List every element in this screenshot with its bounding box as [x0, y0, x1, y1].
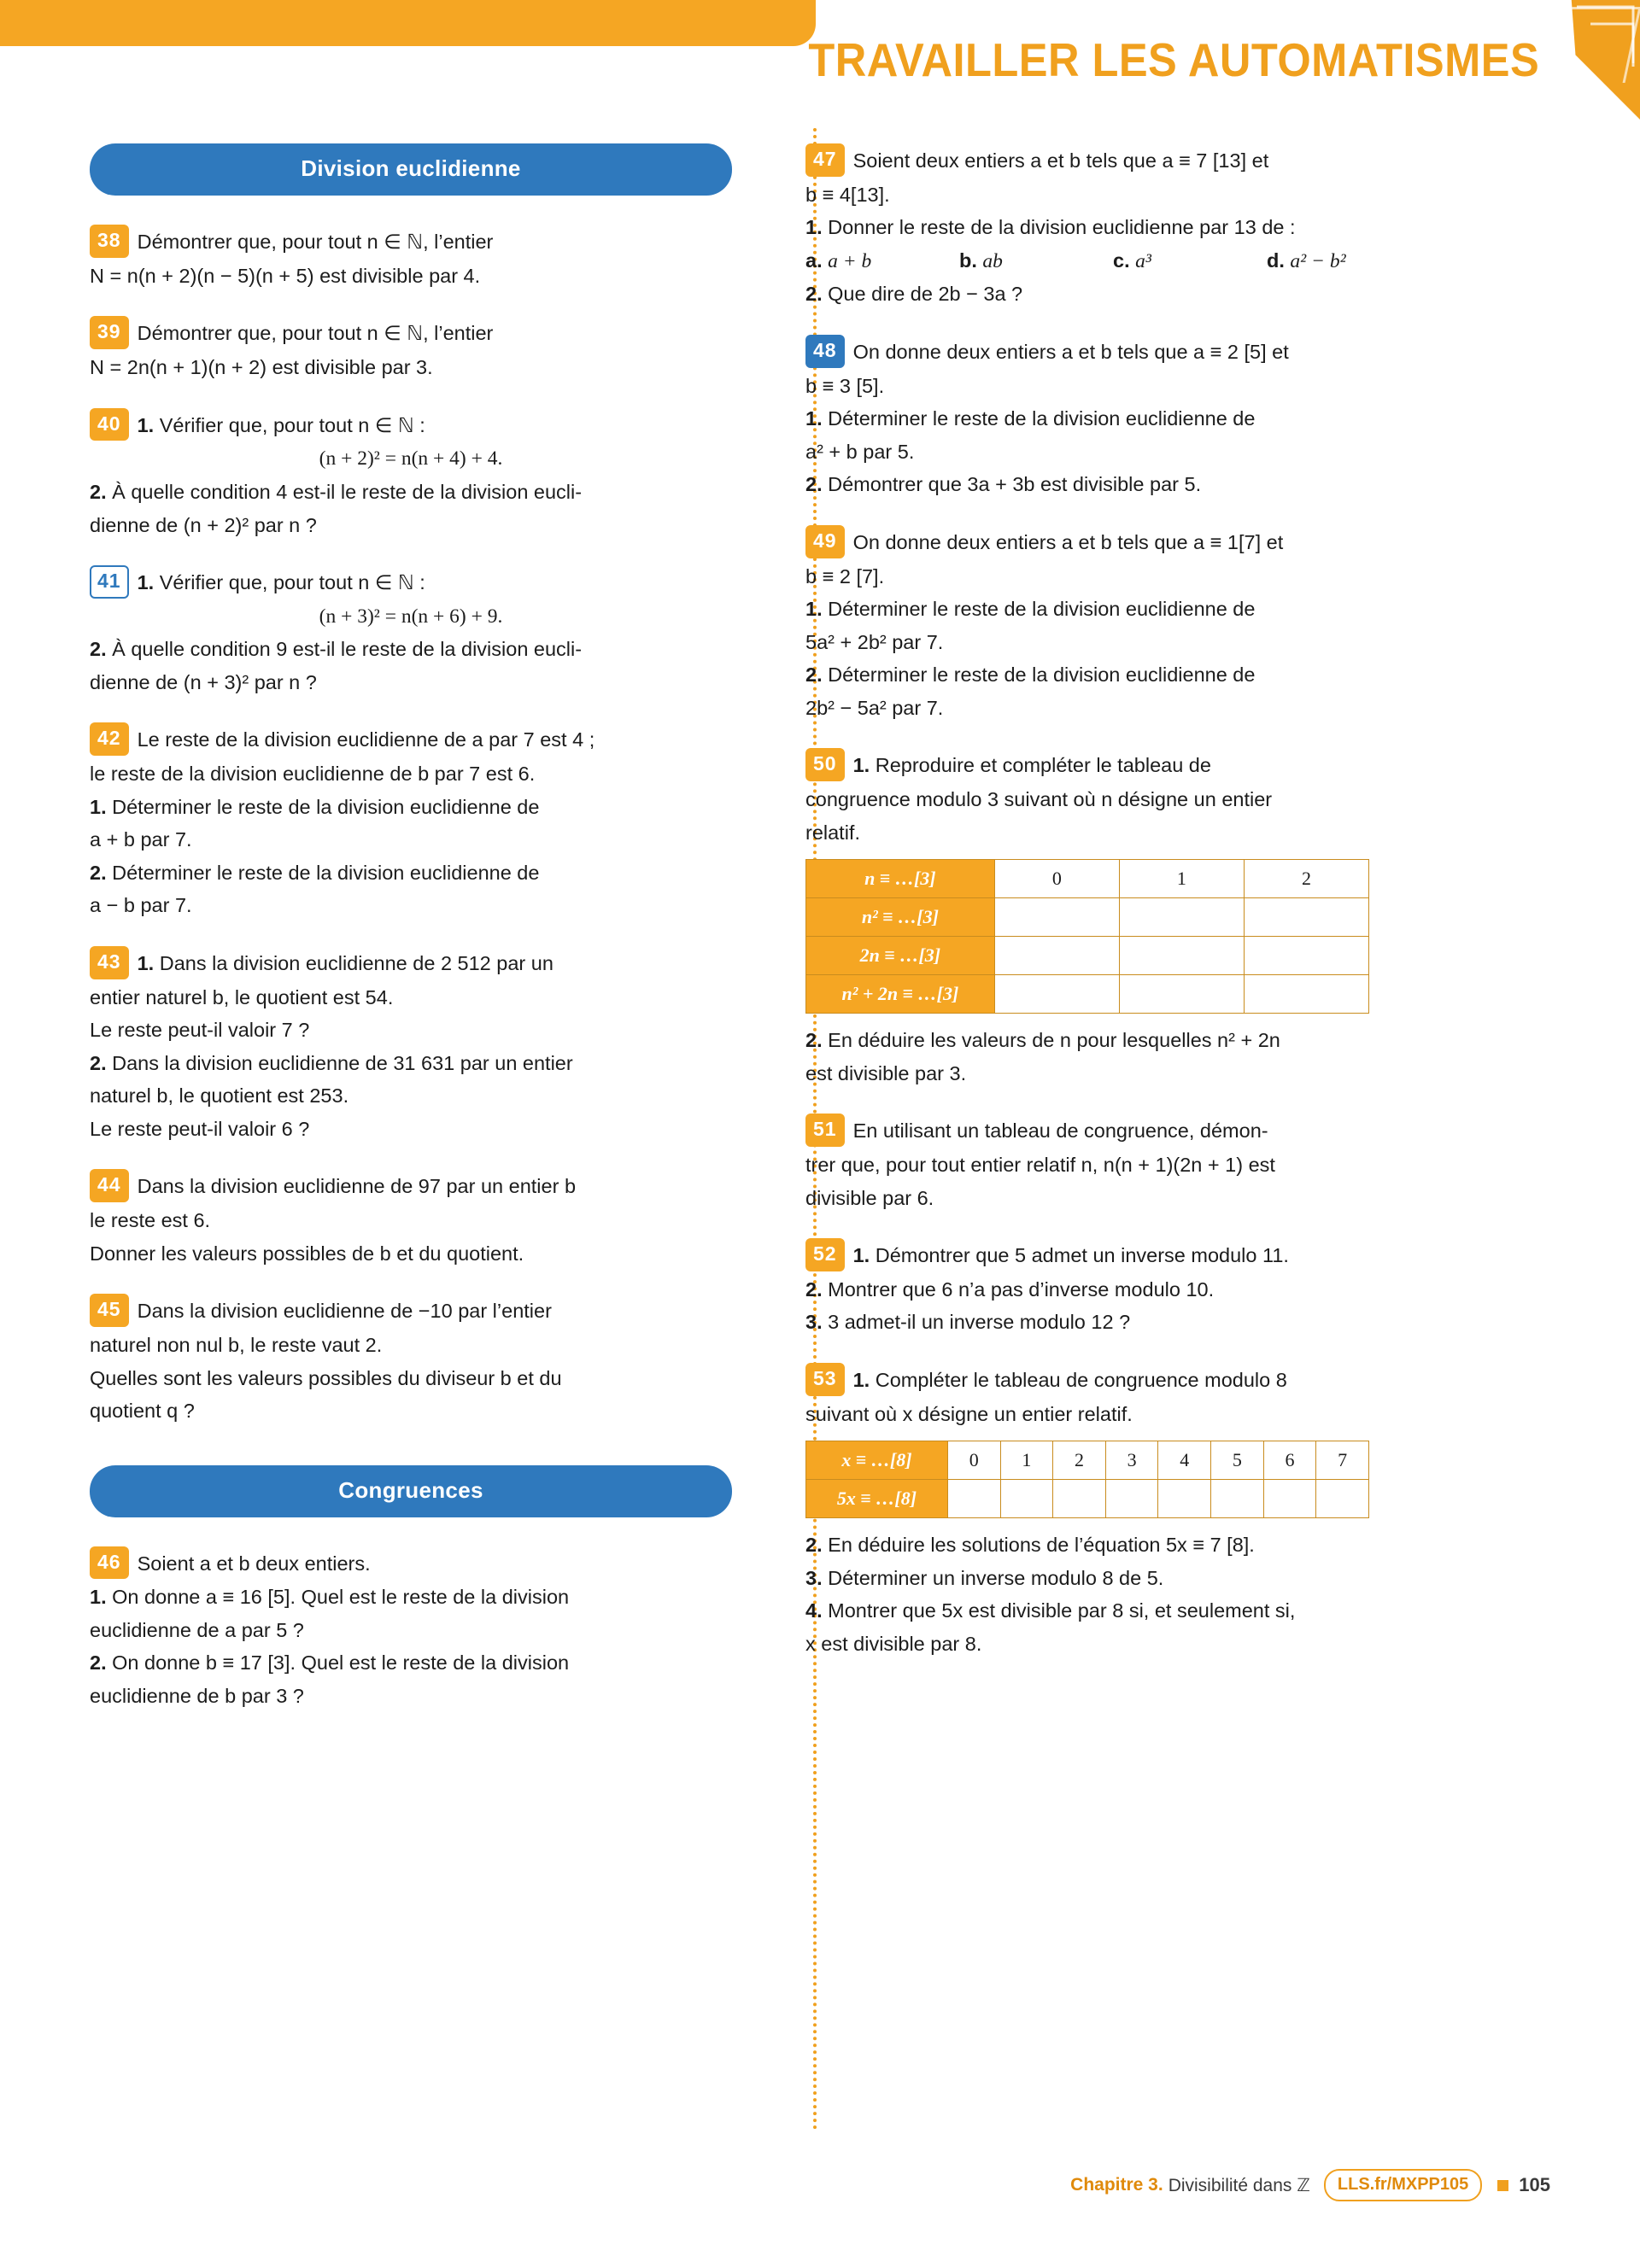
question-label: 1. [805, 598, 823, 621]
question-label: 2. [90, 638, 107, 661]
section-title-division: Division euclidienne [90, 143, 732, 196]
table-cell[interactable] [1244, 975, 1368, 1014]
exercise-text: En utilisant un tableau de congruence, démon- [852, 1119, 1268, 1143]
exercise-text: Reproduire et compléter le tableau de [875, 754, 1211, 777]
exercise-text: Montrer que 6 n’a pas d’inverse modulo 10. [828, 1277, 1215, 1301]
exercise-text: Déterminer le reste de la division euclidienne de [828, 407, 1256, 430]
question-label: 1. [852, 1368, 870, 1391]
table-row [806, 1480, 1369, 1518]
sub-question-expr: ab [982, 249, 1003, 272]
table-row [806, 1441, 1369, 1480]
exercise-text: entier naturel b, le quotient est 54. [90, 985, 394, 1008]
exercise-46 [90, 1546, 732, 1711]
table-cell[interactable] [1244, 937, 1368, 975]
exercise-number: 43 [90, 946, 129, 979]
exercise-text: Dans la division euclidienne de 97 par un entier b [137, 1175, 577, 1198]
question-label: 1. [805, 216, 823, 239]
exercise-text: À quelle condition 4 est-il le reste de la division eucli- [112, 480, 583, 503]
exercise-number: 41 [90, 565, 129, 599]
table-cell[interactable] [1119, 975, 1244, 1014]
exercise-text: Dans la division euclidienne de 31 631 par un entier [112, 1051, 573, 1074]
exercise-text: N = 2n(n + 1)(n + 2) est divisible par 3. [90, 356, 433, 379]
exercise-text: divisible par 6. [805, 1186, 934, 1209]
table-cell: 7 [1316, 1441, 1369, 1480]
exercise-text: a − b par 7. [90, 894, 192, 917]
exercise-text: En déduire les valeurs de n pour lesquelles n² + 2n [828, 1029, 1280, 1052]
exercise-number: 52 [805, 1238, 845, 1271]
table-cell[interactable] [1105, 1480, 1158, 1518]
table-cell[interactable] [1119, 898, 1244, 937]
corner-lines-icon [1539, 0, 1640, 120]
exercise-number: 44 [90, 1169, 129, 1202]
exercise-text: En déduire les solutions de l’équation 5x ≡ 7 [8]. [828, 1534, 1255, 1557]
exercise-39 [90, 316, 732, 382]
sub-question-expr: a² − b² [1290, 249, 1346, 272]
sub-question-expr: a + b [828, 249, 872, 272]
exercise-text: Déterminer le reste de la division euclidienne de [828, 663, 1256, 687]
question-label: 2. [90, 480, 107, 503]
exercise-text: b ≡ 2 [7]. [805, 564, 885, 587]
row-header: n ≡ …[3] [806, 860, 995, 898]
exercise-text: Donner le reste de la division euclidienne par 13 de : [828, 216, 1296, 239]
exercise-text: Déterminer le reste de la division euclidienne de [112, 861, 540, 884]
exercise-text: 5a² + 2b² par 7. [805, 630, 944, 653]
header-bar [0, 0, 816, 46]
table-cell: 5 [1211, 1441, 1264, 1480]
exercise-text: Déterminer un inverse modulo 8 de 5. [828, 1566, 1164, 1589]
exercise-text: le reste de la division euclidienne de b par 7 est 6. [90, 763, 536, 786]
row-header: 5x ≡ …[8] [806, 1480, 948, 1518]
exercise-text: Le reste peut-il valoir 6 ? [90, 1117, 310, 1140]
exercise-40 [90, 408, 732, 540]
exercise-text: Vérifier que, pour tout n ∈ ℕ : [159, 571, 425, 594]
table-cell[interactable] [947, 1480, 1000, 1518]
table-cell[interactable] [994, 937, 1119, 975]
exercise-text: Démontrer que 3a + 3b est divisible par 5. [828, 473, 1202, 496]
exercise-text: est divisible par 3. [805, 1061, 967, 1084]
exercise-text: Soient deux entiers a et b tels que a ≡ 7 [13] et [852, 149, 1269, 172]
table-cell[interactable] [1053, 1480, 1106, 1518]
exercise-41 [90, 565, 732, 697]
exercise-42 [90, 722, 732, 920]
question-label: 4. [805, 1599, 823, 1622]
exercise-38 [90, 225, 732, 290]
exercise-text: N = n(n + 2)(n − 5)(n + 5) est divisible par 4. [90, 264, 481, 287]
exercise-number: 42 [90, 722, 129, 756]
table-row [806, 860, 1369, 898]
table-cell: 2 [1244, 860, 1368, 898]
sub-question-label: c. [1113, 248, 1130, 272]
exercise-text: Le reste peut-il valoir 7 ? [90, 1019, 310, 1042]
sub-question-expr: a³ [1135, 249, 1151, 272]
exercise-text: euclidienne de b par 3 ? [90, 1684, 304, 1707]
table-cell: 1 [1119, 860, 1244, 898]
exercise-text: Montrer que 5x est divisible par 8 si, et seulement si, [828, 1599, 1296, 1622]
table-cell[interactable] [1316, 1480, 1369, 1518]
exercise-text: Démontrer que, pour tout n ∈ ℕ, l’entier [137, 322, 494, 345]
table-cell[interactable] [1244, 898, 1368, 937]
exercise-text: On donne b ≡ 17 [3]. Quel est le reste de la division [112, 1651, 570, 1675]
exercise-49 [805, 525, 1439, 722]
row-header: n² + 2n ≡ …[3] [806, 975, 995, 1014]
exercise-45 [90, 1294, 732, 1425]
table-cell[interactable] [1263, 1480, 1316, 1518]
footer-resource-code[interactable]: LLS.fr/MXPP105 [1324, 2169, 1482, 2201]
exercise-number: 39 [90, 316, 129, 349]
table-cell: 6 [1263, 1441, 1316, 1480]
table-cell: 1 [1000, 1441, 1053, 1480]
formula: (n + 3)² = n(n + 6) + 9. [319, 605, 503, 628]
exercise-text: Compléter le tableau de congruence modulo 8 [875, 1368, 1287, 1391]
table-cell: 4 [1158, 1441, 1211, 1480]
exercise-number: 45 [90, 1294, 129, 1327]
exercise-text: congruence modulo 3 suivant où n désigne un entier [805, 788, 1273, 811]
exercise-47 [805, 143, 1439, 309]
question-label: 1. [90, 795, 107, 818]
exercise-text: a² + b par 5. [805, 440, 915, 463]
exercise-text: x est divisible par 8. [805, 1632, 982, 1655]
exercise-number: 53 [805, 1363, 845, 1396]
question-label: 1. [137, 413, 155, 436]
table-cell[interactable] [1000, 1480, 1053, 1518]
exercise-number: 51 [805, 1114, 845, 1147]
question-label: 2. [805, 283, 823, 306]
table-row [806, 937, 1369, 975]
exercise-text: 2b² − 5a² par 7. [805, 696, 944, 719]
exercise-text: suivant où x désigne un entier relatif. [805, 1402, 1133, 1425]
formula: (n + 2)² = n(n + 4) + 4. [319, 447, 503, 471]
exercise-text: dienne de (n + 2)² par n ? [90, 513, 317, 536]
exercise-51 [805, 1114, 1439, 1213]
left-column [90, 143, 764, 1737]
exercise-text: trer que, pour tout entier relatif n, n(n + 1)(2n + 1) est [805, 1154, 1275, 1177]
question-label: 1. [805, 407, 823, 430]
question-label: 2. [805, 1029, 823, 1052]
exercise-number: 38 [90, 225, 129, 258]
table-cell[interactable] [1211, 1480, 1264, 1518]
exercise-text: le reste est 6. [90, 1209, 211, 1232]
question-label: 2. [90, 1651, 107, 1675]
table-row [806, 898, 1369, 937]
exercise-text: Démontrer que 5 admet un inverse modulo 11. [875, 1244, 1289, 1267]
question-label: 2. [90, 861, 107, 884]
exercise-44 [90, 1169, 732, 1268]
exercise-number: 50 [805, 748, 845, 781]
row-header: n² ≡ …[3] [806, 898, 995, 937]
question-label: 2. [90, 1051, 107, 1074]
question-label: 3. [805, 1311, 823, 1334]
congruence-table-modulo-8 [805, 1441, 1369, 1518]
sub-question-label: a. [805, 248, 823, 272]
exercise-number: 40 [90, 408, 129, 441]
exercise-text: b ≡ 4[13]. [805, 183, 890, 206]
row-header: x ≡ …[8] [806, 1441, 948, 1480]
exercise-number: 48 [805, 335, 845, 368]
content-columns [0, 143, 1640, 1737]
exercise-text: Déterminer le reste de la division euclidienne de [828, 598, 1256, 621]
exercise-text: Le reste de la division euclidienne de a par 7 est 4 ; [137, 728, 595, 751]
table-cell: 0 [947, 1441, 1000, 1480]
page-title: TRAVAILLER LES AUTOMATISMES [808, 33, 1539, 86]
sub-question-label: b. [959, 248, 977, 272]
question-label: 1. [90, 1586, 107, 1609]
exercise-text: Dans la division euclidienne de −10 par l’entier [137, 1300, 552, 1323]
exercise-text: Déterminer le reste de la division euclidienne de [112, 795, 540, 818]
exercise-text: 3 admet-il un inverse modulo 12 ? [828, 1311, 1131, 1334]
question-label: 1. [852, 754, 870, 777]
table-cell[interactable] [994, 975, 1119, 1014]
exercise-text: Vérifier que, pour tout n ∈ ℕ : [159, 413, 425, 436]
row-header: 2n ≡ …[3] [806, 937, 995, 975]
exercise-number: 49 [805, 525, 845, 558]
question-label: 1. [137, 571, 155, 594]
header-corner-decoration [1539, 0, 1640, 120]
table-row [806, 975, 1369, 1014]
sub-question-label: d. [1267, 248, 1285, 272]
exercise-text: Quelles sont les valeurs possibles du diviseur b et du [90, 1366, 562, 1389]
exercise-text: Démontrer que, pour tout n ∈ ℕ, l’entier [137, 231, 494, 253]
table-cell[interactable] [994, 898, 1119, 937]
exercise-52 [805, 1238, 1439, 1337]
congruence-table-modulo-3 [805, 859, 1369, 1014]
exercise-53 [805, 1363, 1439, 1658]
table-cell: 2 [1053, 1441, 1106, 1480]
table-cell[interactable] [1119, 937, 1244, 975]
footer [1070, 2169, 1550, 2201]
exercise-text: On donne deux entiers a et b tels que a ≡ 1[7] et [852, 530, 1284, 553]
exercise-text: naturel non nul b, le reste vaut 2. [90, 1334, 383, 1356]
exercise-text: Dans la division euclidienne de 2 512 par un [159, 951, 554, 974]
section-title-congruences: Congruences [90, 1465, 732, 1517]
exercise-text: naturel b, le quotient est 253. [90, 1084, 349, 1108]
question-label: 1. [137, 951, 155, 974]
footer-chapter: Chapitre 3. [1070, 2175, 1163, 2195]
exercise-text: euclidienne de a par 5 ? [90, 1618, 304, 1641]
table-cell[interactable] [1158, 1480, 1211, 1518]
question-label: 3. [805, 1566, 823, 1589]
question-label: 2. [805, 473, 823, 496]
square-bullet-icon [1497, 2180, 1508, 2191]
exercise-text: relatif. [805, 821, 860, 844]
exercise-text: À quelle condition 9 est-il le reste de la division eucli- [112, 638, 583, 661]
right-column [764, 143, 1439, 1737]
question-label: 2. [805, 1534, 823, 1557]
exercise-text: quotient q ? [90, 1400, 195, 1423]
exercise-43 [90, 946, 732, 1143]
table-cell: 0 [994, 860, 1119, 898]
exercise-text: Que dire de 2b − 3a ? [828, 283, 1023, 306]
exercise-text: On donne deux entiers a et b tels que a ≡ 2 [5] et [852, 340, 1289, 363]
question-label: 1. [852, 1244, 870, 1267]
question-label: 2. [805, 1277, 823, 1301]
exercise-text: dienne de (n + 3)² par n ? [90, 670, 317, 693]
exercise-text: b ≡ 3 [5]. [805, 374, 885, 397]
exercise-text: a + b par 7. [90, 828, 192, 851]
exercise-text: Donner les valeurs possibles de b et du quotient. [90, 1242, 524, 1265]
exercise-48 [805, 335, 1439, 500]
footer-chapter-title: Divisibilité dans ℤ [1168, 2175, 1310, 2195]
exercise-text: On donne a ≡ 16 [5]. Quel est le reste de la division [112, 1586, 570, 1609]
exercise-number: 46 [90, 1546, 129, 1580]
question-label: 2. [805, 663, 823, 687]
exercise-number: 47 [805, 143, 845, 177]
exercise-text: Soient a et b deux entiers. [137, 1552, 371, 1575]
page-number: 105 [1519, 2174, 1550, 2195]
table-cell: 3 [1105, 1441, 1158, 1480]
exercise-50 [805, 748, 1439, 1088]
